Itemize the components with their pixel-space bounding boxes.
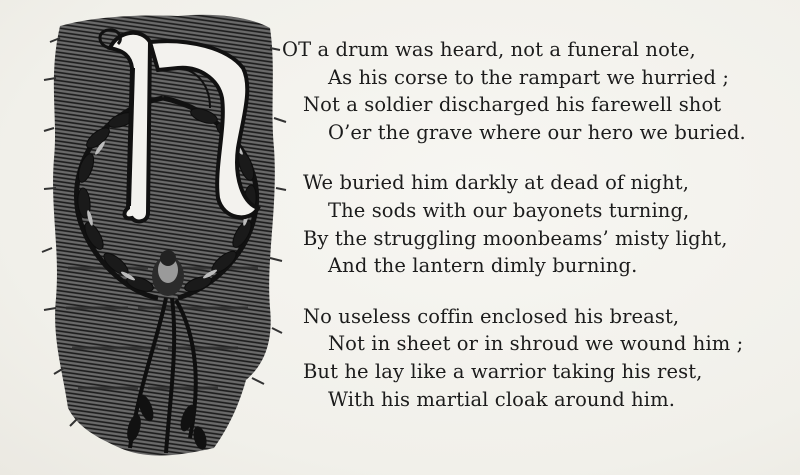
stanza-3 (282, 303, 792, 413)
poem-line: As his corse to the rampart we hurried ; (328, 65, 730, 89)
poem-line: No useless coffin enclosed his breast, (303, 304, 680, 328)
drop-cap-illustration (38, 8, 288, 470)
poem-line: Not in sheet or in shroud we wound him ; (328, 332, 744, 356)
stanza-2 (282, 169, 792, 279)
poem-line: OT a drum was heard, not a funeral note, (282, 38, 696, 61)
poem-line: The sods with our bayonets turning, (328, 198, 690, 222)
poem-line: But he lay like a warrior taking his rest, (303, 359, 703, 383)
poem-line: With his martial cloak around him. (328, 387, 676, 411)
wreath-with-bird-icon (38, 8, 288, 470)
poem (282, 36, 792, 436)
poem-line: And the lantern dimly burning. (328, 254, 638, 278)
poem-line: We buried him darkly at dead of night, (303, 171, 690, 195)
poem-line: Not a soldier discharged his farewell shot (303, 93, 722, 117)
stanza-1 (282, 36, 792, 146)
poem-line: O’er the grave where our hero we buried. (328, 120, 746, 144)
poem-line: By the struggling moonbeams’ misty light, (303, 226, 728, 250)
